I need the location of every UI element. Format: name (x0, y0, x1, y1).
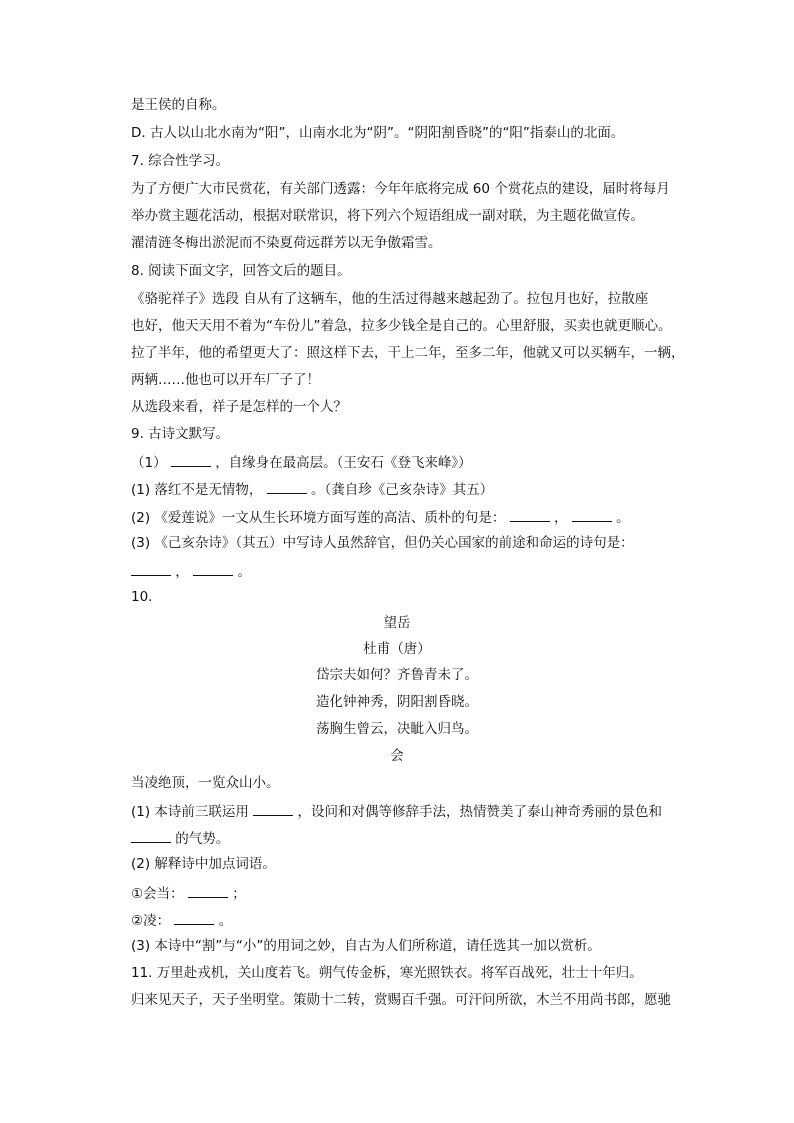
text-line: 两辆……他也可以开车厂子了！ (131, 372, 320, 388)
question-9-heading: 9. 古诗文默写。 (131, 426, 230, 442)
q10-item-1-end: 的气势。 (175, 831, 230, 847)
text-line: 也好，他天天用不着为“车份儿”着急，拉多少钱全是自己的。心里舒服，买卖也就更顺心。 (131, 318, 672, 334)
text-line: 《骆驼祥子》选段 自从有了这辆车，他的生活过得越来越起劲了。拉包月也好，拉散座 (131, 291, 649, 307)
answer-blank[interactable] (267, 479, 307, 494)
q9-item-1 (131, 452, 472, 472)
q10-item-1 (131, 801, 662, 821)
poem-author: 杜甫（唐） (363, 641, 431, 657)
poem-line: 荡胸生曾云，决眦入归鸟。 (316, 721, 478, 737)
q10-item-3: (3) 本诗中“割”与“小”的用词之妙，自古为人们所称道，请任选其一加以赏析。 (131, 938, 601, 954)
q10-item-2: (2) 解释诗中加点词语。 (131, 856, 276, 872)
q9-item-1-suffix: ，自缘身在最高层。（王安石《登飞来峰》） (215, 455, 472, 471)
poem-title: 望岳 (383, 615, 411, 631)
question-7-heading: 7. 综合性学习。 (131, 153, 230, 169)
q9-item-3-suffix: 。 (616, 510, 630, 526)
q9-item-3-prefix: (2) 《爱莲说》一文从生长环境方面写莲的高洁、质朴的句是： (131, 510, 506, 526)
poem-last-line: 当凌绝顶，一览众山小。 (131, 775, 280, 791)
poem-line: 会 (390, 748, 404, 764)
text-line: 为了方便广大市民赏花，有关部门透露：今年年底将完成 60 个赏花点的建设，届时将每月 (131, 181, 670, 197)
q10-item-2-a-prefix: ①会当： (131, 886, 184, 902)
q9-item-3 (131, 507, 630, 527)
q9-item-2-suffix: 。（龚自珍《己亥杂诗》其五） (311, 482, 494, 498)
text-line: 拉了半年，他的希望更大了：照这样下去，干上二年，至多二年，他就又可以买辆车，一辆， (131, 345, 685, 361)
poem-line: 岱宗夫如何？齐鲁青未了。 (316, 667, 478, 683)
question-10-number: 10. (131, 589, 153, 605)
answer-blank[interactable] (572, 507, 612, 522)
text-line: 举办赏主题花活动，根据对联常识，将下列六个短语组成一副对联，为主题花做宣传。 (131, 208, 644, 224)
answer-blank[interactable] (131, 561, 171, 576)
q9-item-2-prefix: (1) 落红不是无情物， (131, 482, 263, 498)
answer-blank[interactable] (171, 452, 211, 467)
q10-item-1-suffix: ，设问和对偶等修辞手法，热情赞美了泰山神奇秀丽的景色和 (297, 804, 663, 820)
q10-item-2-a (131, 883, 246, 903)
answer-blank[interactable] (131, 828, 171, 843)
q10-item-1-prefix: (1) 本诗前三联运用 (131, 804, 249, 820)
question-11-line: 归来见天子，天子坐明堂。策勋十二转，赏赐百千强。可汗问所欲，木兰不用尚书郎，愿驰 (131, 992, 671, 1008)
q10-item-2-b-suffix: 。 (218, 913, 233, 929)
q10-item-2-b-prefix: ②凌： (131, 913, 171, 929)
q10-item-2-a-suffix: ； (232, 886, 246, 902)
answer-blank[interactable] (253, 801, 293, 816)
q9-item-3-mid: ， (554, 510, 568, 526)
answer-blank[interactable] (193, 561, 233, 576)
q9-item-4-blanks (131, 561, 251, 581)
question-8-heading: 8. 阅读下面文字，回答文后的题目。 (131, 263, 351, 279)
question-11-line: 11. 万里赴戎机，关山度若飞。朔气传金柝，寒光照铁衣。将军百战死，壮士十年归。 (131, 965, 643, 981)
answer-blank[interactable] (510, 507, 550, 522)
text-line: 是王侯的自称。 (131, 97, 226, 113)
question-8-prompt: 从选段来看，祥子是怎样的一个人？ (131, 399, 347, 415)
question-6-option-d: D. 古人以山北水南为“阳”，山南水北为“阴”。“阴阳割昏晓”的“阳”指泰山的北面。 (131, 125, 625, 141)
text-line: 濯清涟冬梅出淤泥而不染夏荷远群芳以无争傲霜雪。 (131, 235, 442, 251)
q9-item-2 (131, 479, 493, 499)
q9-item-4-suffix: 。 (237, 564, 251, 580)
q10-item-2-b (131, 910, 232, 930)
answer-blank[interactable] (174, 910, 214, 925)
answer-blank[interactable] (188, 883, 228, 898)
q9-item-4-mid: ， (175, 564, 189, 580)
q9-item-4: (3) 《己亥杂诗》（其五）中写诗人虽然辞官，但仍关心国家的前途和命运的诗句是： (131, 535, 634, 551)
poem-line: 造化钟神秀，阴阳割昏晓。 (316, 694, 478, 710)
q9-item-1-prefix: （1） (131, 455, 167, 471)
q10-item-1-continued (131, 828, 229, 848)
